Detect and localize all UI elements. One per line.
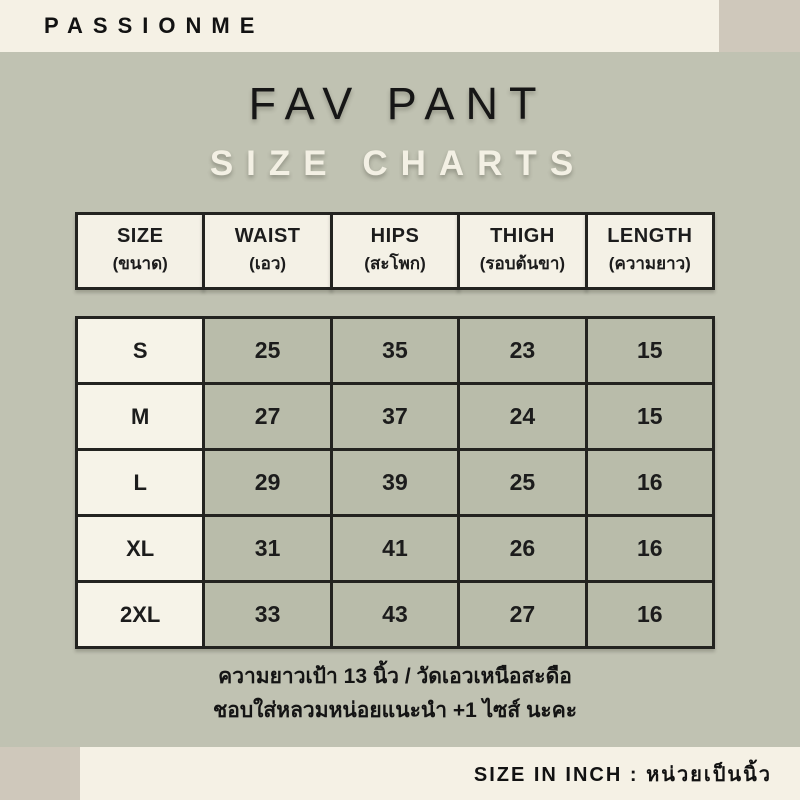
column-label: THIGH	[490, 225, 555, 247]
column-label-thai: (สะโพก)	[364, 254, 426, 273]
column-label-thai: (รอบต้นขา)	[479, 254, 566, 273]
top-banner	[0, 0, 800, 52]
top-right-corner-block	[719, 0, 800, 52]
value-cell-hips: 35	[331, 318, 458, 384]
measurement-note	[0, 660, 790, 728]
size-cell: M	[77, 384, 204, 450]
table-row-xl	[77, 516, 714, 582]
value-cell-hips: 37	[331, 384, 458, 450]
size-cell: XL	[77, 516, 204, 582]
value-cell-thigh: 27	[459, 582, 586, 648]
header-cell-length	[585, 212, 715, 290]
table-row-2xl	[77, 582, 714, 648]
column-label-thai: (ความยาว)	[608, 254, 691, 273]
value-cell-thigh: 24	[459, 384, 586, 450]
value-cell-hips: 41	[331, 516, 458, 582]
table-row-s	[77, 318, 714, 384]
unit-label: SIZE IN INCH : หน่วยเป็นนิ้ว	[473, 763, 772, 786]
value-cell-length: 16	[586, 516, 713, 582]
value-cell-length: 15	[586, 384, 713, 450]
value-cell-hips: 39	[331, 450, 458, 516]
page-subtitle: SIZE CHARTS	[209, 144, 587, 183]
value-cell-length: 15	[586, 318, 713, 384]
value-cell-hips: 43	[331, 582, 458, 648]
column-label-thai: (เอว)	[249, 254, 287, 273]
value-cell-thigh: 26	[459, 516, 586, 582]
value-cell-waist: 33	[204, 582, 331, 648]
size-cell: 2XL	[77, 582, 204, 648]
column-label: HIPS	[370, 225, 420, 247]
size-chart-header-row	[75, 212, 715, 290]
value-cell-thigh: 25	[459, 450, 586, 516]
bottom-left-corner-block	[0, 747, 80, 800]
page-title: FAV PANT	[248, 78, 548, 129]
value-cell-length: 16	[586, 450, 713, 516]
value-cell-waist: 27	[204, 384, 331, 450]
column-label: LENGTH	[607, 225, 693, 247]
size-cell: L	[77, 450, 204, 516]
size-chart-table	[75, 316, 715, 649]
header-cell-hips	[330, 212, 460, 290]
column-label: SIZE	[116, 225, 164, 247]
brand-logo-text: PASSIONME	[44, 13, 265, 38]
value-cell-waist: 25	[204, 318, 331, 384]
bottom-banner	[0, 747, 800, 800]
value-cell-length: 16	[586, 582, 713, 648]
note-line-1: ความยาวเป้า 13 นิ้ว / วัดเอวเหนือสะดือ	[218, 665, 572, 688]
column-label: WAIST	[234, 225, 301, 247]
note-line-2: ชอบใส่หลวมหน่อยแนะนำ +1 ไซส์ นะคะ	[212, 699, 578, 722]
size-cell: S	[77, 318, 204, 384]
value-cell-waist: 31	[204, 516, 331, 582]
header-cell-size	[75, 212, 205, 290]
value-cell-waist: 29	[204, 450, 331, 516]
value-cell-thigh: 23	[459, 318, 586, 384]
table-row-l	[77, 450, 714, 516]
header-cell-waist	[202, 212, 332, 290]
header-cell-thigh	[457, 212, 587, 290]
column-label-thai: (ขนาด)	[112, 254, 168, 273]
table-row-m	[77, 384, 714, 450]
